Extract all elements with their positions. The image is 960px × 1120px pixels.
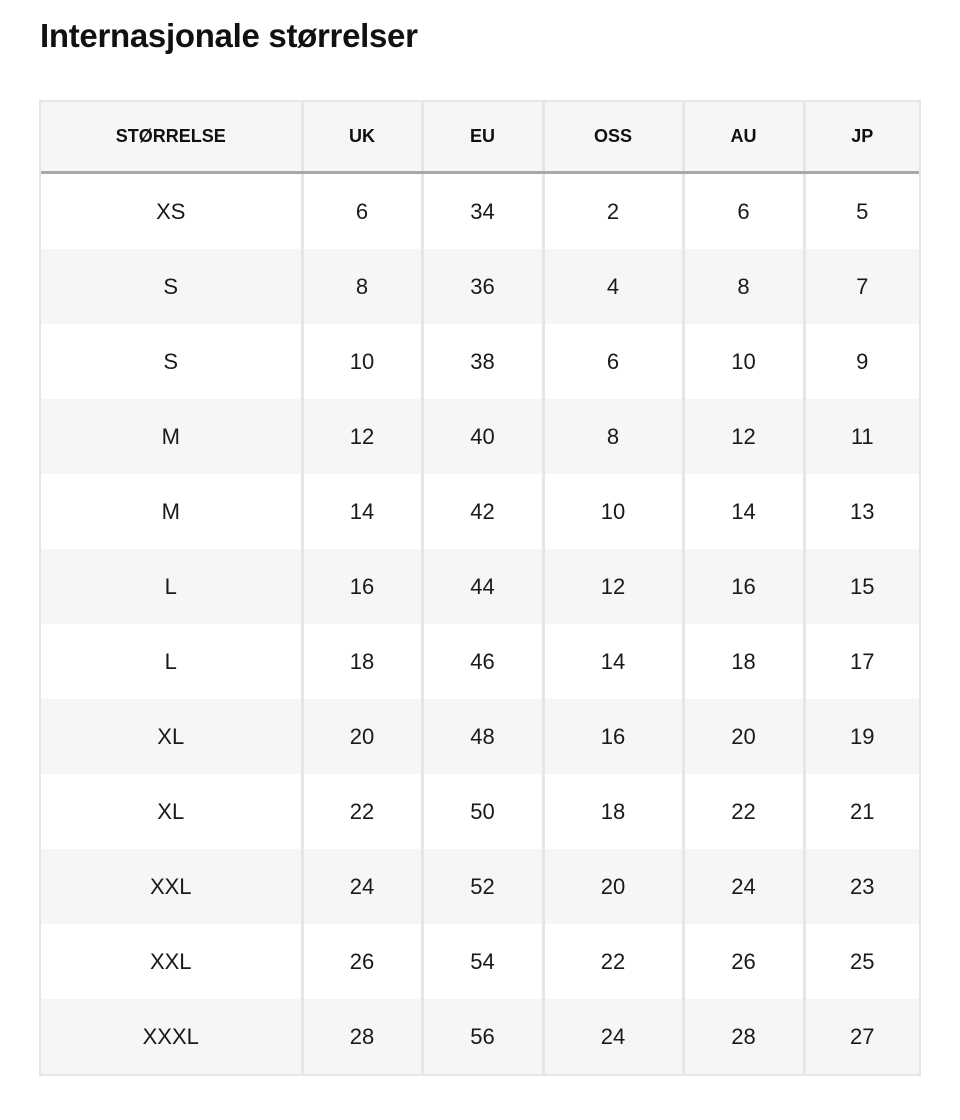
cell-au: 20 — [683, 699, 804, 774]
cell-jp: 19 — [804, 699, 919, 774]
table-row — [41, 474, 919, 549]
cell-size: XXXL — [41, 999, 302, 1074]
cell-us: 24 — [543, 999, 683, 1074]
cell-eu: 56 — [422, 999, 543, 1074]
cell-us: 22 — [543, 924, 683, 999]
table-row — [41, 173, 919, 250]
cell-size: S — [41, 324, 302, 399]
cell-uk: 16 — [302, 549, 422, 624]
table-body — [41, 173, 919, 1075]
cell-au: 26 — [683, 924, 804, 999]
cell-size: M — [41, 474, 302, 549]
cell-eu: 54 — [422, 924, 543, 999]
cell-uk: 14 — [302, 474, 422, 549]
cell-uk: 20 — [302, 699, 422, 774]
table-row — [41, 624, 919, 699]
cell-eu: 46 — [422, 624, 543, 699]
cell-au: 14 — [683, 474, 804, 549]
cell-size: XXL — [41, 924, 302, 999]
cell-size: XL — [41, 699, 302, 774]
cell-us: 14 — [543, 624, 683, 699]
cell-size: XL — [41, 774, 302, 849]
cell-uk: 28 — [302, 999, 422, 1074]
cell-size: XS — [41, 173, 302, 250]
column-header-size: STØRRELSE — [41, 102, 302, 173]
cell-au: 6 — [683, 173, 804, 250]
column-header-uk: UK — [302, 102, 422, 173]
cell-jp: 5 — [804, 173, 919, 250]
cell-size: L — [41, 624, 302, 699]
cell-us: 6 — [543, 324, 683, 399]
cell-jp: 21 — [804, 774, 919, 849]
cell-eu: 50 — [422, 774, 543, 849]
table-row — [41, 774, 919, 849]
cell-uk: 26 — [302, 924, 422, 999]
cell-eu: 42 — [422, 474, 543, 549]
cell-size: S — [41, 249, 302, 324]
cell-eu: 48 — [422, 699, 543, 774]
cell-eu: 44 — [422, 549, 543, 624]
cell-au: 24 — [683, 849, 804, 924]
column-header-us: OSS — [543, 102, 683, 173]
cell-us: 2 — [543, 173, 683, 250]
table-row — [41, 699, 919, 774]
cell-au: 16 — [683, 549, 804, 624]
page-title: Internasjonale størrelser — [40, 17, 418, 54]
cell-us: 18 — [543, 774, 683, 849]
cell-au: 22 — [683, 774, 804, 849]
size-conversion-table — [41, 102, 919, 1074]
cell-eu: 40 — [422, 399, 543, 474]
cell-eu: 38 — [422, 324, 543, 399]
cell-eu: 34 — [422, 173, 543, 250]
cell-us: 8 — [543, 399, 683, 474]
cell-size: M — [41, 399, 302, 474]
cell-uk: 10 — [302, 324, 422, 399]
table-row — [41, 924, 919, 999]
cell-us: 12 — [543, 549, 683, 624]
cell-jp: 13 — [804, 474, 919, 549]
cell-au: 18 — [683, 624, 804, 699]
cell-jp: 25 — [804, 924, 919, 999]
cell-us: 16 — [543, 699, 683, 774]
cell-jp: 27 — [804, 999, 919, 1074]
cell-jp: 7 — [804, 249, 919, 324]
cell-jp: 17 — [804, 624, 919, 699]
cell-jp: 9 — [804, 324, 919, 399]
cell-uk: 12 — [302, 399, 422, 474]
cell-uk: 18 — [302, 624, 422, 699]
cell-eu: 52 — [422, 849, 543, 924]
cell-au: 28 — [683, 999, 804, 1074]
column-header-au: AU — [683, 102, 804, 173]
cell-jp: 23 — [804, 849, 919, 924]
cell-uk: 8 — [302, 249, 422, 324]
size-table-container — [39, 100, 921, 1076]
cell-size: L — [41, 549, 302, 624]
table-row — [41, 249, 919, 324]
cell-uk: 22 — [302, 774, 422, 849]
cell-uk: 6 — [302, 173, 422, 250]
cell-uk: 24 — [302, 849, 422, 924]
cell-au: 12 — [683, 399, 804, 474]
table-row — [41, 849, 919, 924]
cell-jp: 15 — [804, 549, 919, 624]
table-row — [41, 549, 919, 624]
cell-us: 4 — [543, 249, 683, 324]
cell-eu: 36 — [422, 249, 543, 324]
cell-jp: 11 — [804, 399, 919, 474]
table-row — [41, 999, 919, 1074]
table-header-row — [41, 102, 919, 173]
table-row — [41, 399, 919, 474]
table-row — [41, 324, 919, 399]
cell-us: 10 — [543, 474, 683, 549]
cell-size: XXL — [41, 849, 302, 924]
cell-us: 20 — [543, 849, 683, 924]
cell-au: 10 — [683, 324, 804, 399]
cell-au: 8 — [683, 249, 804, 324]
column-header-eu: EU — [422, 102, 543, 173]
column-header-jp: JP — [804, 102, 919, 173]
